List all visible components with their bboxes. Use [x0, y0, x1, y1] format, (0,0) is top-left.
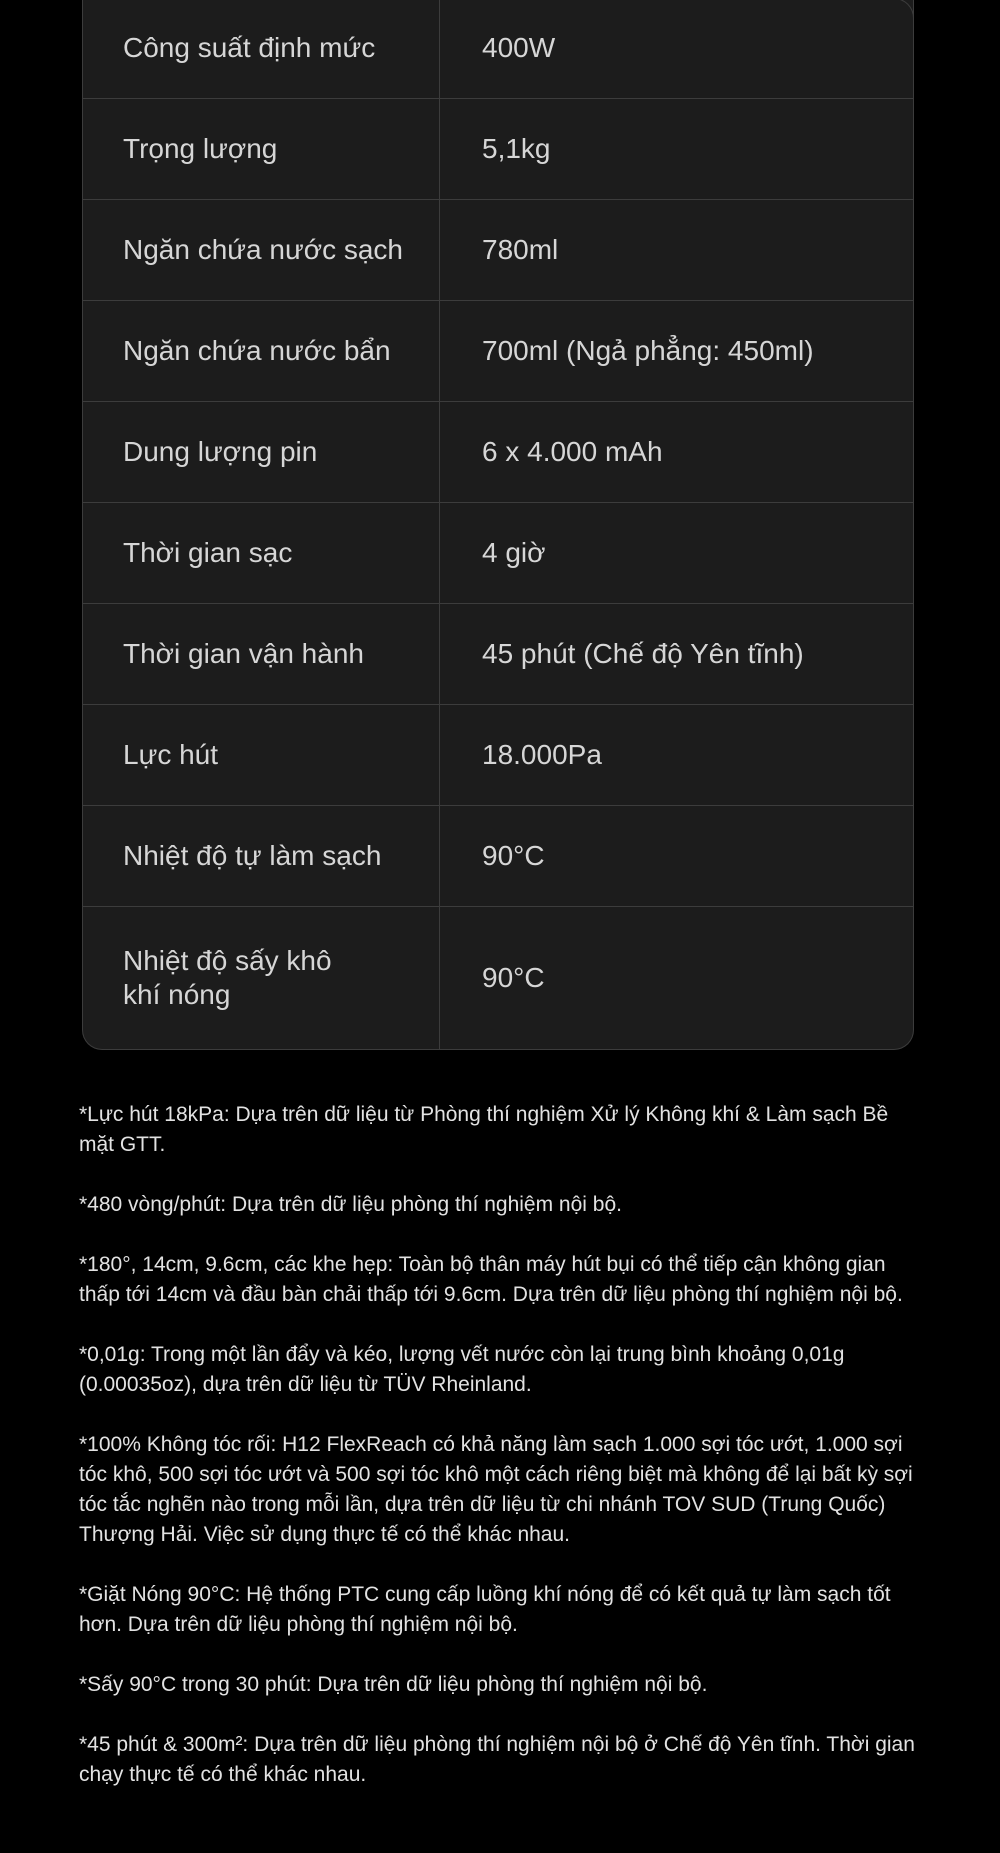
footnote: *Giặt Nóng 90°C: Hệ thống PTC cung cấp luồng khí nóng để có kết quả tự làm sạch tốt hơn. Dựa trên dữ liệu phòng thí nghiệm nội bộ. — [79, 1583, 891, 1636]
spec-label: Thời gian vận hành — [83, 604, 440, 704]
spec-value: 90°C — [482, 840, 545, 871]
spec-row — [83, 705, 913, 806]
spec-label: Lực hút — [83, 705, 440, 805]
spec-row — [83, 604, 913, 705]
spec-row — [83, 402, 913, 503]
spec-label: Nhiệt độ sấy khô khí nóng — [83, 907, 440, 1049]
footnotes — [79, 1100, 919, 1820]
spec-value: 6 x 4.000 mAh — [482, 436, 663, 467]
footnote: *100% Không tóc rối: H12 FlexReach có khả năng làm sạch 1.000 sợi tóc ướt, 1.000 sợi tóc khô, 500 sợi tóc ướt và 500 sợi tóc khô một cách riêng biệt mà không để lại bất kỳ sợi tóc tắc nghẽn nào trong mỗi lần, dựa trên dữ liệu từ chi nhánh TOV SUD (Trung Quốc) Thượng Hải. Việc sử dụng thực tế có thể khác nhau. — [79, 1433, 913, 1546]
spec-value: 90°C — [482, 962, 545, 993]
spec-row — [83, 99, 913, 200]
footnote: *Lực hút 18kPa: Dựa trên dữ liệu từ Phòng thí nghiệm Xử lý Không khí & Làm sạch Bề mặt GTT. — [79, 1103, 889, 1156]
spec-row — [83, 301, 913, 402]
spec-table — [82, 0, 914, 1050]
spec-row — [83, 503, 913, 604]
spec-value: 45 phút (Chế độ Yên tĩnh) — [482, 638, 804, 669]
footnote: *480 vòng/phút: Dựa trên dữ liệu phòng thí nghiệm nội bộ. — [79, 1193, 622, 1216]
spec-value: 18.000Pa — [482, 739, 602, 770]
footnote: *180°, 14cm, 9.6cm, các khe hẹp: Toàn bộ thân máy hút bụi có thể tiếp cận không gian thấp tới 14cm và đầu bàn chải thấp tới 9.6cm. Dựa trên dữ liệu phòng thí nghiệm nội bộ. — [79, 1253, 903, 1306]
spec-row — [83, 806, 913, 907]
spec-value: 4 giờ — [482, 537, 546, 568]
spec-value: 700ml (Ngả phẳng: 450ml) — [482, 335, 814, 366]
spec-row — [83, 907, 913, 1049]
spec-label: Nhiệt độ tự làm sạch — [83, 806, 440, 906]
spec-row — [83, 200, 913, 301]
footnote: *45 phút & 300m²: Dựa trên dữ liệu phòng thí nghiệm nội bộ ở Chế độ Yên tĩnh. Thời gian chạy thực tế có thể khác nhau. — [79, 1733, 915, 1786]
spec-label: Công suất định mức — [83, 0, 440, 98]
spec-label: Ngăn chứa nước sạch — [83, 200, 440, 300]
spec-value: 400W — [482, 32, 556, 63]
spec-value: 780ml — [482, 234, 559, 265]
spec-row — [83, 0, 913, 99]
footnote: *Sấy 90°C trong 30 phút: Dựa trên dữ liệu phòng thí nghiệm nội bộ. — [79, 1673, 708, 1696]
spec-value: 5,1kg — [482, 133, 551, 164]
spec-label: Dung lượng pin — [83, 402, 440, 502]
spec-label: Thời gian sạc — [83, 503, 440, 603]
footnote: *0,01g: Trong một lần đẩy và kéo, lượng vết nước còn lại trung bình khoảng 0,01g (0.00035oz), dựa trên dữ liệu từ TÜV Rheinland. — [79, 1343, 845, 1396]
spec-label: Trọng lượng — [83, 99, 440, 199]
spec-label: Ngăn chứa nước bẩn — [83, 301, 440, 401]
